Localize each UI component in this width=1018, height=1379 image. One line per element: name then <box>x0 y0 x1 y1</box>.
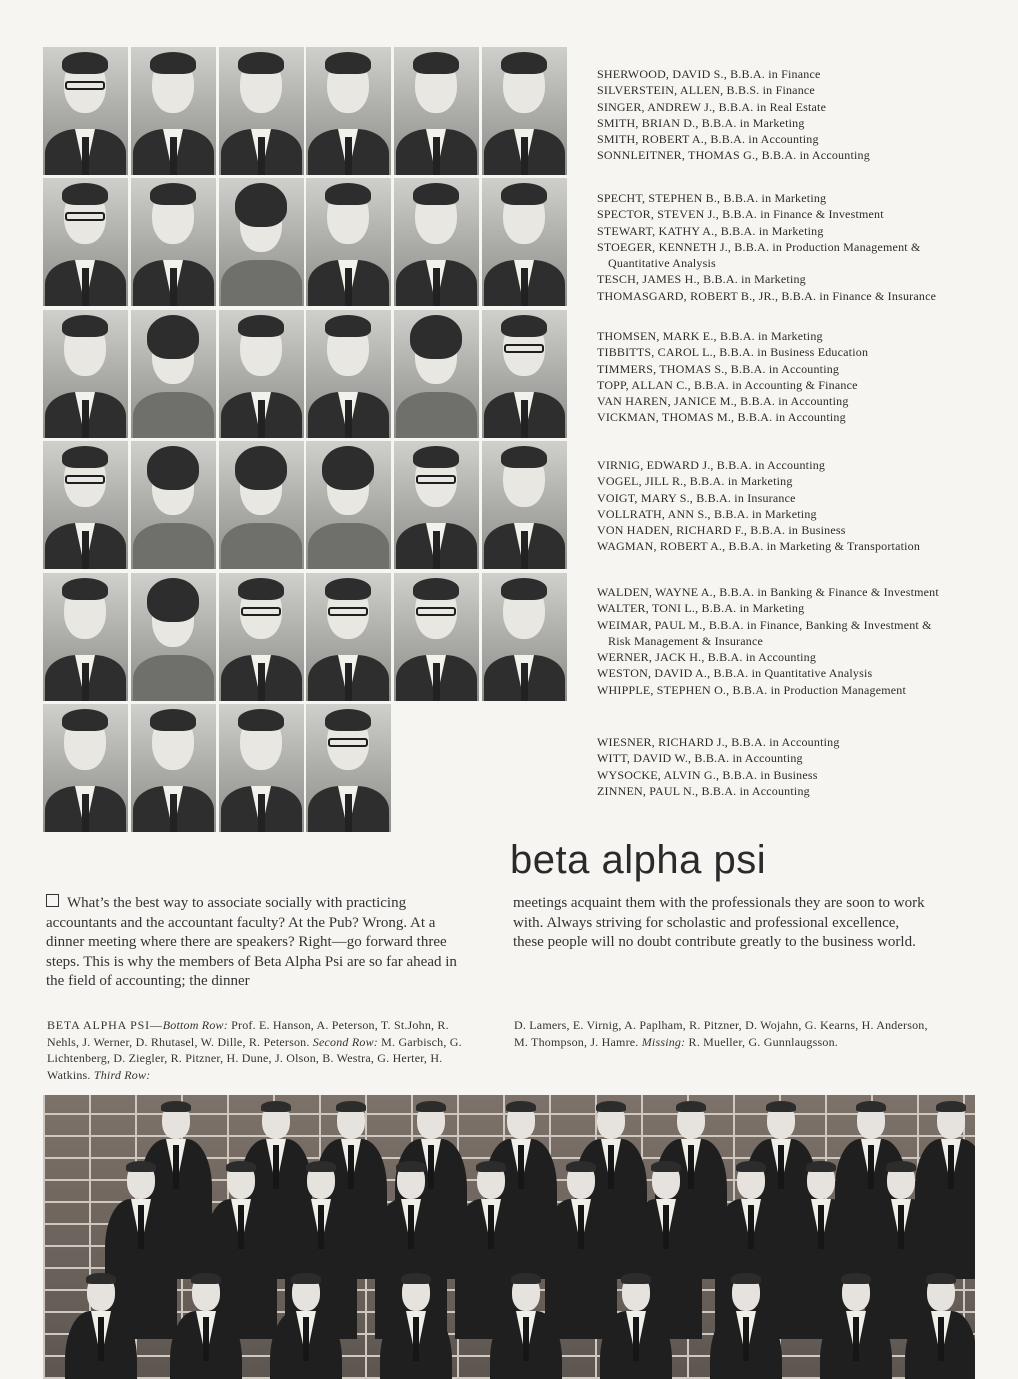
graduate-entry: VON HADEN, RICHARD F., B.B.A. in Business <box>597 523 846 538</box>
graduate-entry: STOEGER, KENNETH J., B.B.A. in Production Management & <box>597 239 921 254</box>
graduate-entry: SINGER, ANDREW J., B.B.A. in Real Estate <box>597 99 827 114</box>
group-member <box>488 1275 564 1379</box>
graduate-entry: WALTER, TONI L., B.B.A. in Marketing <box>597 601 805 616</box>
graduate-entry: WIESNER, RICHARD J., B.B.A. in Accounting <box>597 735 840 749</box>
portrait-photo <box>43 704 128 832</box>
group-member <box>818 1275 894 1379</box>
portrait-photo <box>306 178 391 306</box>
portrait-photo <box>219 704 304 832</box>
portrait-photo <box>306 573 391 701</box>
portrait-photo <box>394 573 479 701</box>
graduate-entry: WAGMAN, ROBERT A., B.B.A. in Marketing & Transportation <box>597 539 921 554</box>
graduate-entry: WEIMAR, PAUL M., B.B.A. in Finance, Banking & Investment & <box>597 617 932 632</box>
graduate-entry: WALDEN, WAYNE A., B.B.A. in Banking & Finance & Investment <box>597 585 939 599</box>
graduate-entry: STEWART, KATHY A., B.B.A. in Marketing <box>597 223 824 238</box>
portrait-photo <box>131 310 216 438</box>
group-member <box>168 1275 244 1379</box>
name-group <box>597 584 1015 698</box>
portrait-photo <box>394 441 479 569</box>
portrait-photo <box>482 47 567 175</box>
graduate-entry: VOGEL, JILL R., B.B.A. in Marketing <box>597 474 793 489</box>
group-member <box>268 1275 344 1379</box>
name-group <box>597 66 1015 164</box>
caption-missing-label: Missing: <box>641 1034 686 1049</box>
portrait-grid <box>43 47 570 833</box>
graduate-entry: TIMMERS, THOMAS S., B.B.A. in Accounting <box>597 361 840 376</box>
graduate-entry: SILVERSTEIN, ALLEN, B.B.S. in Finance <box>597 83 815 98</box>
portrait-photo <box>131 573 216 701</box>
graduate-entry: TESCH, JAMES H., B.B.A. in Marketing <box>597 272 806 287</box>
portrait-photo <box>131 441 216 569</box>
graduate-entry: VICKMAN, THOMAS M., B.B.A. in Accounting <box>597 410 846 425</box>
group-member <box>63 1275 139 1379</box>
graduate-entry: Risk Management & Insurance <box>608 633 764 648</box>
portrait-photo <box>394 310 479 438</box>
portrait-photo <box>219 47 304 175</box>
checkbox-bullet <box>46 894 59 907</box>
name-group <box>597 190 1015 304</box>
graduate-entry: WERNER, JACK H., B.B.A. in Accounting <box>597 650 817 665</box>
group-member <box>903 1275 975 1379</box>
graduate-entry: WYSOCKE, ALVIN G., B.B.A. in Business <box>597 767 818 782</box>
name-group <box>597 734 1015 799</box>
portrait-photo <box>219 178 304 306</box>
group-photo <box>43 1095 975 1379</box>
graduate-entry: TOPP, ALLAN C., B.B.A. in Accounting & Finance <box>597 377 858 392</box>
portrait-photo <box>131 704 216 832</box>
group-member <box>708 1275 784 1379</box>
portrait-photo <box>394 47 479 175</box>
caption-row1-label: Bottom Row: <box>162 1018 228 1032</box>
portrait-photo <box>43 178 128 306</box>
caption-row2-names: M. Garbisch, G. Lichtenberg, D. Ziegler, R. Pitzner, H. Dune, J. Olson, B. Westra, G. Herter, H. Watkins. <box>47 1034 462 1082</box>
photo-caption-right <box>514 1017 944 1050</box>
graduate-entry: WITT, DAVID W., B.B.A. in Accounting <box>597 751 803 766</box>
name-group <box>597 457 1015 555</box>
graduate-entry: VOLLRATH, ANN S., B.B.A. in Marketing <box>597 506 817 521</box>
caption-row3-names: D. Lamers, E. Virnig, A. Paplham, R. Pitzner, D. Wojahn, G. Kearns, H. Anderson, M. Thompson, J. Hamre. <box>514 1018 928 1049</box>
graduate-entry: THOMSEN, MARK E., B.B.A. in Marketing <box>597 329 823 343</box>
graduate-entry: VOIGT, MARY S., B.B.A. in Insurance <box>597 490 796 505</box>
caption-row1-names: Prof. E. Hanson, A. Peterson, T. St.John, R. Nehls, J. Werner, D. Rhutasel, W. Dille, R. Peterson. <box>47 1018 449 1049</box>
intro-paragraph-right: meetings acquaint them with the professionals they are soon to work with. Always striving for scholastic and professional excellence, these people will no doubt contribute greatly to the business world. <box>513 895 925 951</box>
portrait-photo <box>131 47 216 175</box>
group-member <box>378 1275 454 1379</box>
intro-paragraph-left <box>46 894 461 992</box>
photo-caption-left <box>47 1017 467 1083</box>
portrait-photo <box>219 310 304 438</box>
caption-row2-label: Second Row: <box>312 1034 378 1049</box>
portrait-photo <box>306 310 391 438</box>
portrait-photo <box>43 310 128 438</box>
portrait-photo <box>131 178 216 306</box>
portrait-photo <box>482 178 567 306</box>
graduate-entry: VAN HAREN, JANICE M., B.B.A. in Accounting <box>597 394 849 409</box>
intro-text-left: What’s the best way to associate socially with practicing accountants and the accountant faculty? At the Pub? Wrong. At a dinner meeting where there are speakers? Right—go forward three steps. This is why the members of Beta Alpha Psi are so far ahead in the field of accounting; the dinner <box>46 895 457 990</box>
portrait-photo <box>306 704 391 832</box>
portrait-photo <box>306 441 391 569</box>
portrait-photo <box>394 178 479 306</box>
name-group <box>597 328 1015 426</box>
graduate-entry: SONNLEITNER, THOMAS G., B.B.A. in Accounting <box>597 148 870 163</box>
graduate-entry: SMITH, BRIAN D., B.B.A. in Marketing <box>597 115 805 130</box>
caption-row3-label: Third Row: <box>93 1067 151 1082</box>
group-member <box>598 1275 674 1379</box>
graduate-entry: SHERWOOD, DAVID S., B.B.A. in Finance <box>597 67 821 81</box>
graduate-entry: VIRNIG, EDWARD J., B.B.A. in Accounting <box>597 458 826 472</box>
portrait-photo <box>482 310 567 438</box>
portrait-photo <box>482 573 567 701</box>
portrait-photo <box>43 47 128 175</box>
graduate-entry: ZINNEN, PAUL N., B.B.A. in Accounting <box>597 783 810 798</box>
portrait-photo <box>306 47 391 175</box>
graduate-entry: SMITH, ROBERT A., B.B.A. in Accounting <box>597 132 819 147</box>
portrait-photo <box>219 573 304 701</box>
graduate-entry: WESTON, DAVID A., B.B.A. in Quantitative Analysis <box>597 666 873 681</box>
graduate-entry: WHIPPLE, STEPHEN O., B.B.A. in Production Management <box>597 682 907 697</box>
graduate-entry: SPECTOR, STEVEN J., B.B.A. in Finance & Investment <box>597 207 884 222</box>
caption-missing-names: R. Mueller, G. Gunnlaugsson. <box>685 1034 838 1049</box>
graduate-entry: TIBBITTS, CAROL L., B.B.A. in Business Education <box>597 345 869 360</box>
section-title: beta alpha psi <box>510 838 767 882</box>
graduate-entry: Quantitative Analysis <box>608 256 716 271</box>
caption-label: BETA ALPHA PSI— <box>47 1018 163 1032</box>
portrait-photo <box>482 441 567 569</box>
graduate-entry: THOMASGARD, ROBERT B., JR., B.B.A. in Finance & Insurance <box>597 288 937 303</box>
portrait-photo <box>43 573 128 701</box>
portrait-photo <box>219 441 304 569</box>
portrait-photo <box>43 441 128 569</box>
graduate-entry: SPECHT, STEPHEN B., B.B.A. in Marketing <box>597 191 827 205</box>
